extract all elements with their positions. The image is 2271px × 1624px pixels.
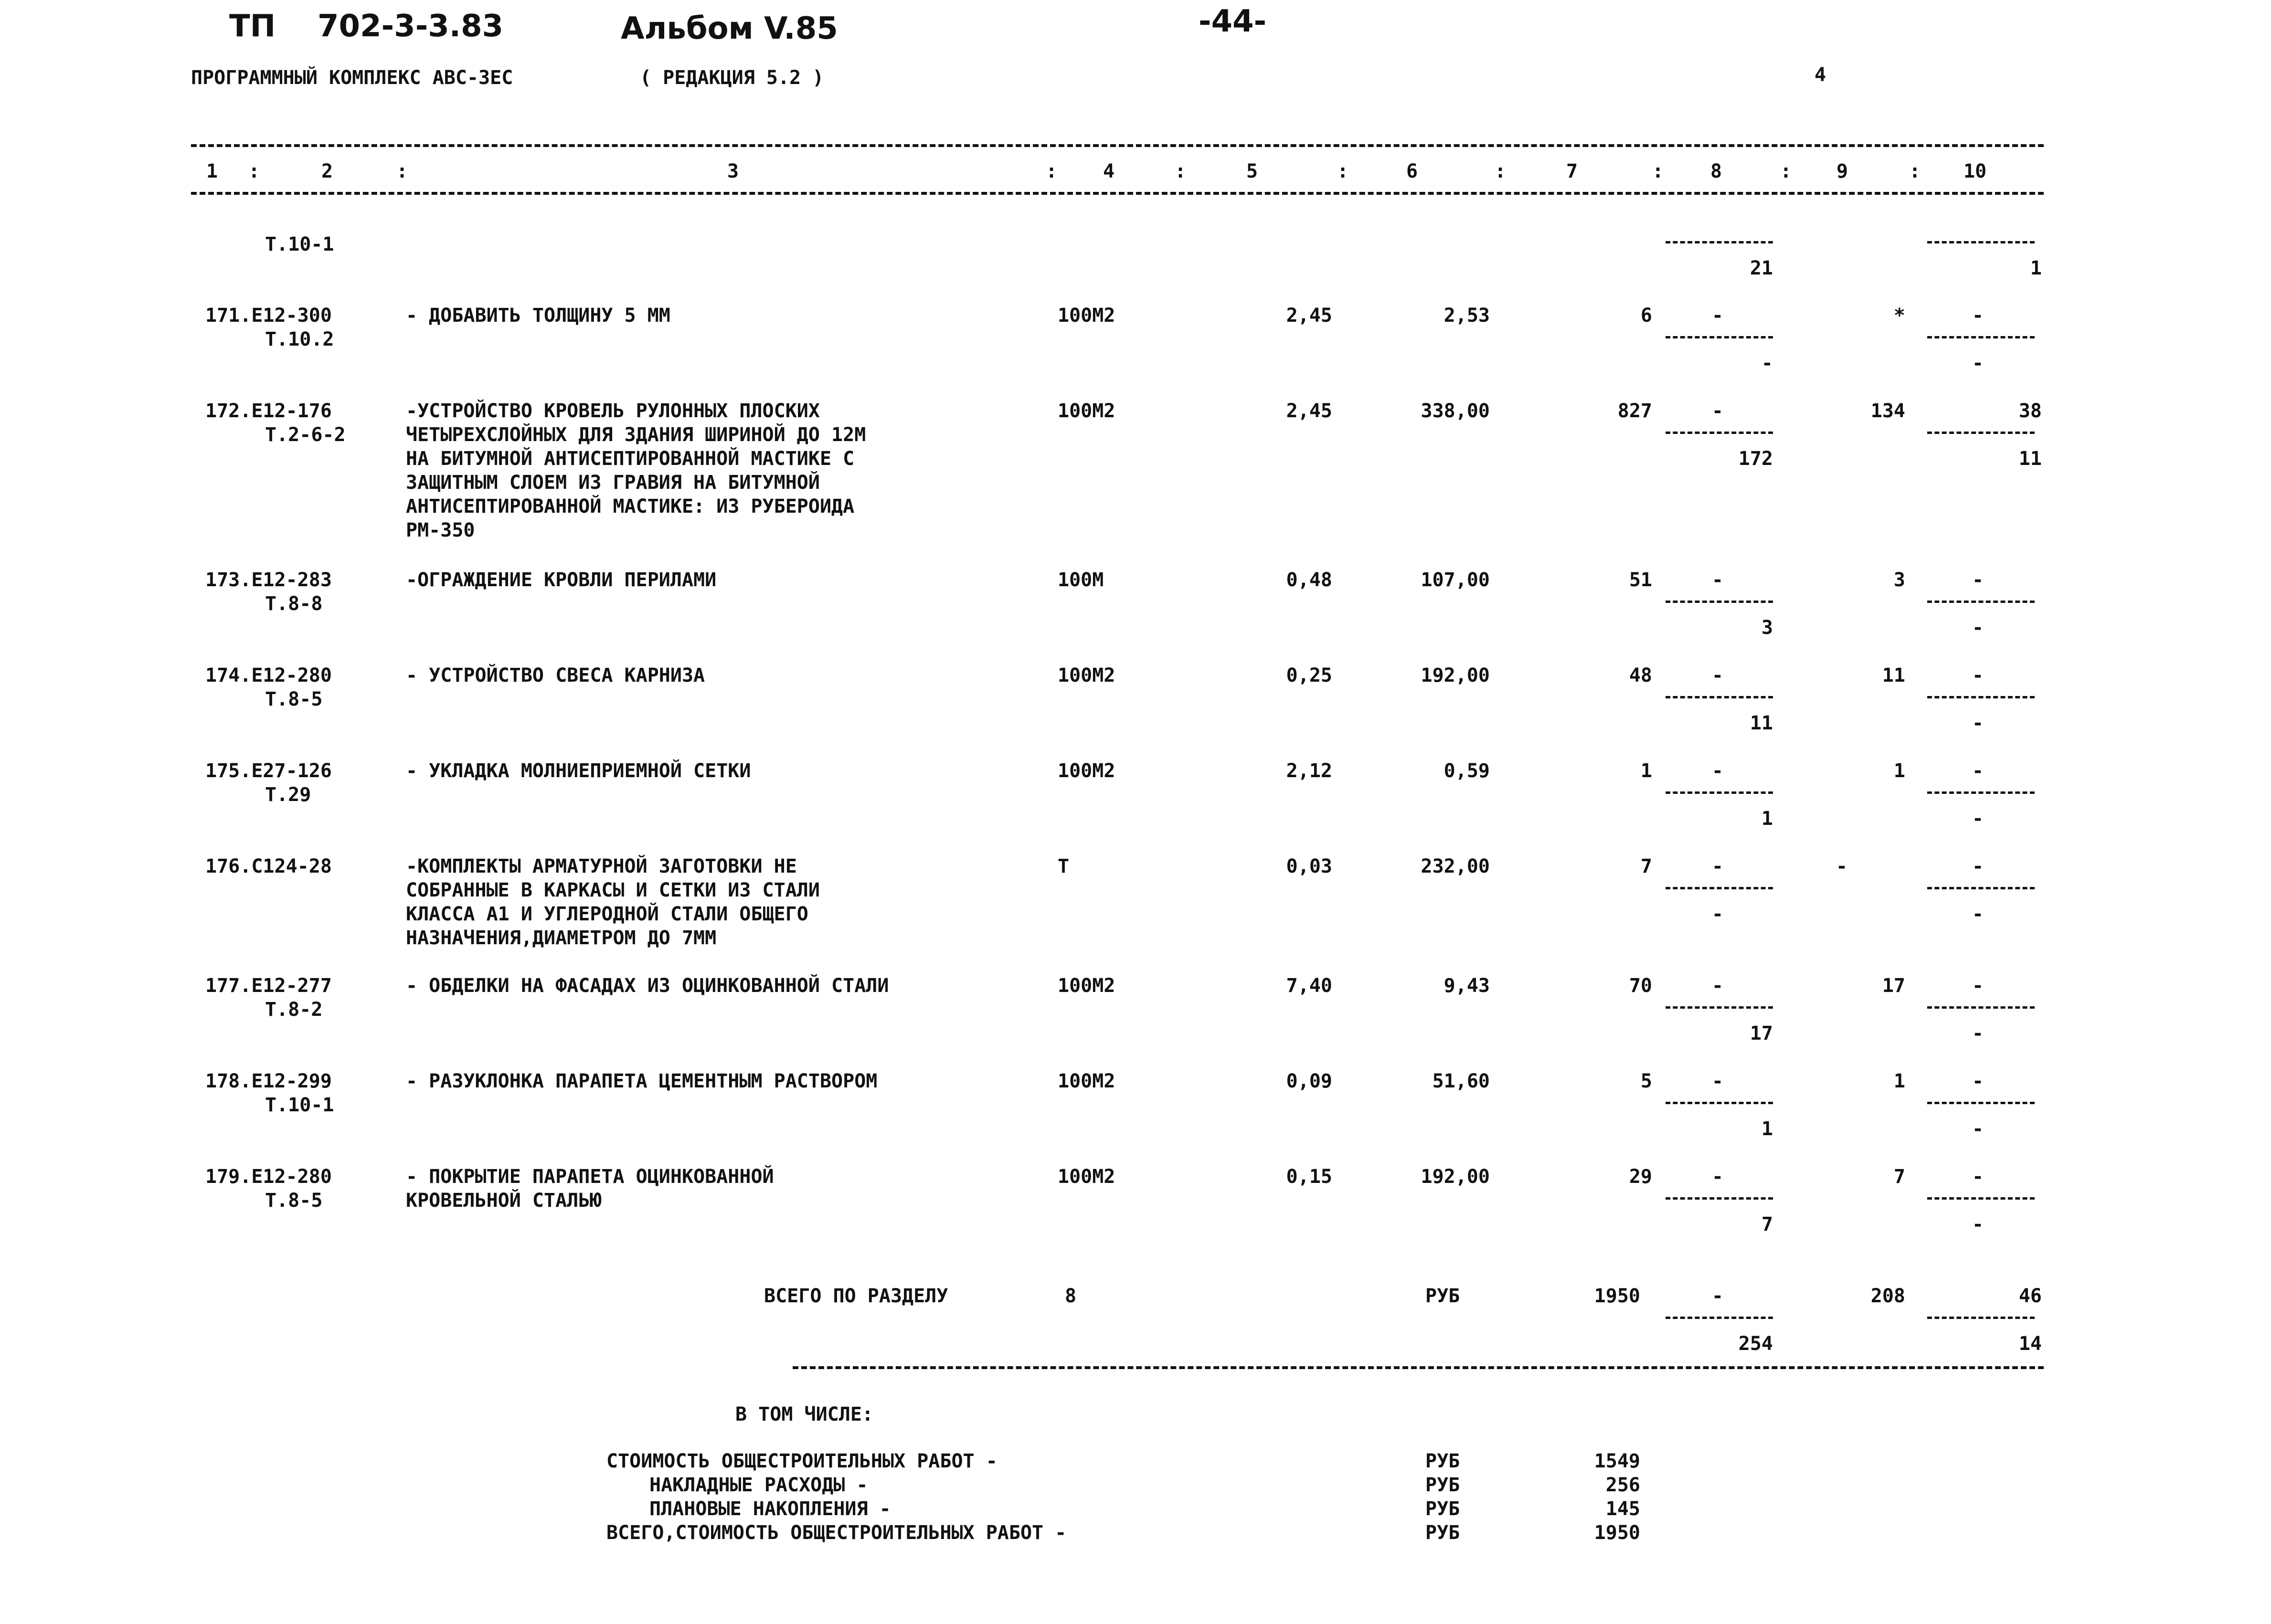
row-description: ЗАЩИТНЫМ СЛОЕМ ИЗ ГРАВИЯ НА БИТУМНОЙ (406, 472, 820, 494)
row-col8-bottom: 172 (1738, 448, 1773, 470)
col8-rule (1666, 1006, 1773, 1009)
column-separator: : (1909, 160, 1921, 182)
row-quantity: 0,09 (1286, 1070, 1332, 1092)
row-col10-bottom: - (1972, 352, 1984, 374)
column-separator: : (1780, 160, 1792, 182)
row-number: 173.Е12-283 (205, 569, 332, 591)
row-description: -УСТРОЙСТВО КРОВЕЛЬ РУЛОННЫХ ПЛОСКИХ (406, 400, 820, 422)
column-separator: : (1046, 160, 1058, 182)
row-cost: 5 (1640, 1070, 1652, 1092)
column-separator: : (1652, 160, 1664, 182)
row-description: СОБРАННЫЕ В КАРКАСЫ И СЕТКИ ИЗ СТАЛИ (406, 879, 820, 901)
col8-rule (1666, 1102, 1773, 1104)
row-col10-top: - (1972, 1070, 1984, 1092)
column-header: 6 (1406, 160, 1418, 182)
row-number: 176.С124-28 (205, 855, 332, 877)
col10-rule (1927, 336, 2035, 338)
breakdown-label: СТОИМОСТЬ ОБЩЕСТРОИТЕЛЬНЫХ РАБОТ - (606, 1450, 998, 1472)
row-col10-top: - (1972, 760, 1984, 782)
row-col10-bottom: 11 (2018, 448, 2042, 470)
row-price: 338,00 (1421, 400, 1490, 422)
row-col9: * (1893, 305, 1905, 327)
breakdown-currency: РУБ (1425, 1522, 1460, 1544)
carry-col10: 1 (2030, 257, 2042, 279)
breakdown-label: ПЛАНОВЫЕ НАКОПЛЕНИЯ - (649, 1498, 891, 1520)
row-number: 172.Е12-176 (205, 400, 332, 422)
total-cost: 1950 (1594, 1285, 1640, 1307)
row-cost: 48 (1629, 664, 1652, 686)
including-title: В ТОМ ЧИСЛЕ: (735, 1403, 873, 1425)
column-header: 2 (321, 160, 333, 182)
row-col8-bottom: 1 (1761, 1118, 1773, 1140)
row-number: 175.Е27-126 (205, 760, 332, 782)
row-col9: 134 (1870, 400, 1905, 422)
row-col10-top: - (1972, 975, 1984, 997)
row-description: АНТИСЕПТИРОВАННОЙ МАСТИКЕ: ИЗ РУБЕРОИДА (406, 496, 855, 517)
row-price: 192,00 (1421, 1166, 1490, 1188)
table-top-rule (191, 144, 2044, 147)
breakdown-value: 1549 (1594, 1450, 1640, 1472)
col8-rule (1666, 432, 1773, 434)
breakdown-value: 145 (1605, 1498, 1640, 1520)
row-cost: 1 (1640, 760, 1652, 782)
row-col8-top: - (1712, 569, 1724, 591)
row-col8-top: - (1712, 1070, 1724, 1092)
row-quantity: 2,45 (1286, 305, 1332, 327)
row-cost: 7 (1640, 855, 1652, 877)
row-description: -КОМПЛЕКТЫ АРМАТУРНОЙ ЗАГОТОВКИ НЕ (406, 855, 797, 877)
row-ref: Т.29 (265, 784, 311, 806)
total-col9: 208 (1870, 1285, 1905, 1307)
total-rule (793, 1366, 2044, 1369)
row-unit: 100М2 (1058, 975, 1115, 997)
row-col8-bottom: 11 (1750, 712, 1773, 734)
row-col10-top: - (1972, 569, 1984, 591)
breakdown-currency: РУБ (1425, 1450, 1460, 1472)
col10-rule (1927, 791, 2035, 794)
row-number: 177.Е12-277 (205, 975, 332, 997)
total-col8-bottom: 254 (1738, 1333, 1773, 1355)
row-description: РМ-350 (406, 519, 475, 541)
row-unit: 100М2 (1058, 400, 1115, 422)
project-number: 702-3-3.83 (318, 9, 504, 44)
column-header: 1 (206, 160, 218, 182)
row-description: ЧЕТЫРЕХСЛОЙНЫХ ДЛЯ ЗДАНИЯ ШИРИНОЙ ДО 12М (406, 424, 866, 446)
total-label: ВСЕГО ПО РАЗДЕЛУ (764, 1285, 948, 1307)
row-col8-top: - (1712, 400, 1724, 422)
row-col10-top: - (1972, 664, 1984, 686)
row-unit: 100М (1058, 569, 1104, 591)
row-col9: - (1836, 855, 1848, 877)
row-cost: 70 (1629, 975, 1652, 997)
row-col10-top: - (1972, 855, 1984, 877)
row-col9: 7 (1893, 1166, 1905, 1188)
row-price: 192,00 (1421, 664, 1490, 686)
column-separator: : (248, 160, 260, 182)
row-col8-bottom: 1 (1761, 808, 1773, 830)
row-unit: 100М2 (1058, 1070, 1115, 1092)
row-col8-bottom: 17 (1750, 1023, 1773, 1044)
breakdown-value: 256 (1605, 1474, 1640, 1496)
row-price: 9,43 (1443, 975, 1490, 997)
column-header: 7 (1566, 160, 1578, 182)
row-description: - ДОБАВИТЬ ТОЛЩИНУ 5 ММ (406, 305, 670, 327)
row-ref: Т.10-1 (265, 1094, 334, 1116)
row-quantity: 0,25 (1286, 664, 1332, 686)
row-number: 171.Е12-300 (205, 305, 332, 327)
row-price: 107,00 (1421, 569, 1490, 591)
col8-rule (1666, 241, 1773, 243)
row-unit: 100М2 (1058, 664, 1115, 686)
row-unit: 100М2 (1058, 1166, 1115, 1188)
row-ref: Т.8-5 (265, 688, 323, 710)
row-price: 2,53 (1443, 305, 1490, 327)
row-col10-top: 38 (2018, 400, 2042, 422)
row-quantity: 2,12 (1286, 760, 1332, 782)
row-col10-bottom: - (1972, 1213, 1984, 1235)
column-header: 5 (1246, 160, 1258, 182)
breakdown-label: ВСЕГО,СТОИМОСТЬ ОБЩЕСТРОИТЕЛЬНЫХ РАБОТ - (606, 1522, 1067, 1544)
row-col10-bottom: - (1972, 1023, 1984, 1044)
row-col8-bottom: - (1761, 352, 1773, 374)
column-separator: : (396, 160, 408, 182)
total-section: 8 (1065, 1285, 1077, 1307)
col8-rule (1666, 696, 1773, 698)
sheet-number: 4 (1815, 64, 1826, 86)
col8-rule (1666, 1197, 1773, 1200)
col8-rule (1666, 791, 1773, 794)
column-separator: : (1495, 160, 1507, 182)
row-quantity: 2,45 (1286, 400, 1332, 422)
total-col8-top: - (1712, 1285, 1724, 1307)
total-currency: РУБ (1425, 1285, 1460, 1307)
program-edition: ( РЕДАКЦИЯ 5.2 ) (640, 67, 824, 89)
total-col10-bottom: 14 (2018, 1333, 2042, 1355)
row-description: НАЗНАЧЕНИЯ,ДИАМЕТРОМ ДО 7ММ (406, 927, 717, 949)
col10-rule (1927, 696, 2035, 698)
row-ref: Т.2-6-2 (265, 424, 346, 446)
row-price: 0,59 (1443, 760, 1490, 782)
column-separator: : (1175, 160, 1187, 182)
row-quantity: 0,15 (1286, 1166, 1332, 1188)
column-header: 3 (727, 160, 739, 182)
row-description: -ОГРАЖДЕНИЕ КРОВЛИ ПЕРИЛАМИ (406, 569, 717, 591)
row-cost: 29 (1629, 1166, 1652, 1188)
row-description: - УКЛАДКА МОЛНИЕПРИЕМНОЙ СЕТКИ (406, 760, 751, 782)
col10-rule (1927, 1006, 2035, 1009)
row-col10-bottom: - (1972, 712, 1984, 734)
row-col9: 1 (1893, 760, 1905, 782)
breakdown-value: 1950 (1594, 1522, 1640, 1544)
row-cost: 827 (1617, 400, 1652, 422)
row-number: 178.Е12-299 (205, 1070, 332, 1092)
row-number: 174.Е12-280 (205, 664, 332, 686)
breakdown-currency: РУБ (1425, 1474, 1460, 1496)
row-col10-bottom: - (1972, 1118, 1984, 1140)
row-cost: 51 (1629, 569, 1652, 591)
row-col10-bottom: - (1972, 903, 1984, 925)
row-col9: 3 (1893, 569, 1905, 591)
col10-rule (1927, 241, 2035, 243)
row-ref: Т.10.2 (265, 328, 334, 350)
row-col8-top: - (1712, 664, 1724, 686)
row-unit: 100М2 (1058, 305, 1115, 327)
col10-rule (1927, 887, 2035, 889)
row-col10-bottom: - (1972, 808, 1984, 830)
column-header: 9 (1836, 160, 1848, 182)
column-header: 10 (1963, 160, 1987, 182)
breakdown-currency: РУБ (1425, 1498, 1460, 1520)
row-cost: 6 (1640, 305, 1652, 327)
col8-rule (1666, 336, 1773, 338)
row-description: - ПОКРЫТИЕ ПАРАПЕТА ОЦИНКОВАННОЙ (406, 1166, 774, 1188)
row-col10-top: - (1972, 1166, 1984, 1188)
row-col9: 11 (1882, 664, 1905, 686)
row-description: НА БИТУМНОЙ АНТИСЕПТИРОВАННОЙ МАСТИКЕ С (406, 448, 855, 470)
carry-col8: 21 (1750, 257, 1773, 279)
column-separator: : (1337, 160, 1349, 182)
row-unit: 100М2 (1058, 760, 1115, 782)
row-description: КЛАССА А1 И УГЛЕРОДНОЙ СТАЛИ ОБЩЕГО (406, 903, 808, 925)
col10-rule (1927, 1102, 2035, 1104)
row-quantity: 7,40 (1286, 975, 1332, 997)
row-price: 232,00 (1421, 855, 1490, 877)
row-col9: 17 (1882, 975, 1905, 997)
col10-rule (1927, 432, 2035, 434)
col10-rule (1927, 1317, 2035, 1319)
row-unit: Т (1058, 855, 1070, 877)
row-ref: Т.8-2 (265, 999, 323, 1021)
row-col10-top: - (1972, 305, 1984, 327)
page-number: -44- (1199, 4, 1267, 39)
col10-rule (1927, 1197, 2035, 1200)
row-col8-top: - (1712, 760, 1724, 782)
row-description: КРОВЕЛЬНОЙ СТАЛЬЮ (406, 1190, 602, 1212)
row-col8-bottom: 3 (1761, 617, 1773, 639)
row-price: 51,60 (1432, 1070, 1490, 1092)
row-number: 179.Е12-280 (205, 1166, 332, 1188)
program-name: ПРОГРАММНЫЙ КОМПЛЕКС АВС-3ЕС (191, 67, 513, 89)
col10-rule (1927, 601, 2035, 603)
album-label: Альбом V.85 (621, 11, 838, 46)
column-header: 4 (1103, 160, 1115, 182)
row-description: - УСТРОЙСТВО СВЕСА КАРНИЗА (406, 664, 705, 686)
total-col10-top: 46 (2018, 1285, 2042, 1307)
row-col9: 1 (1893, 1070, 1905, 1092)
row-col8-top: - (1712, 855, 1724, 877)
breakdown-label: НАКЛАДНЫЕ РАСХОДЫ - (649, 1474, 868, 1496)
row-col8-bottom: - (1712, 903, 1724, 925)
row-quantity: 0,03 (1286, 855, 1332, 877)
row-description: - РАЗУКЛОНКА ПАРАПЕТА ЦЕМЕНТНЫМ РАСТВОРОМ (406, 1070, 878, 1092)
row-col8-top: - (1712, 1166, 1724, 1188)
table-header-rule (191, 192, 2044, 195)
row-col8-top: - (1712, 975, 1724, 997)
row-col10-bottom: - (1972, 617, 1984, 639)
column-header: 8 (1710, 160, 1722, 182)
row-col8-top: - (1712, 305, 1724, 327)
col8-rule (1666, 1317, 1773, 1319)
col8-rule (1666, 887, 1773, 889)
row-ref: Т.8-5 (265, 1190, 323, 1212)
doc-type-label: ТП (229, 9, 276, 44)
row-quantity: 0,48 (1286, 569, 1332, 591)
row-description: - ОБДЕЛКИ НА ФАСАДАХ ИЗ ОЦИНКОВАННОЙ СТАЛИ (406, 975, 889, 997)
row-ref: Т.8-8 (265, 593, 323, 615)
col8-rule (1666, 601, 1773, 603)
row-col8-bottom: 7 (1761, 1213, 1773, 1235)
carry-code: Т.10-1 (265, 233, 334, 255)
